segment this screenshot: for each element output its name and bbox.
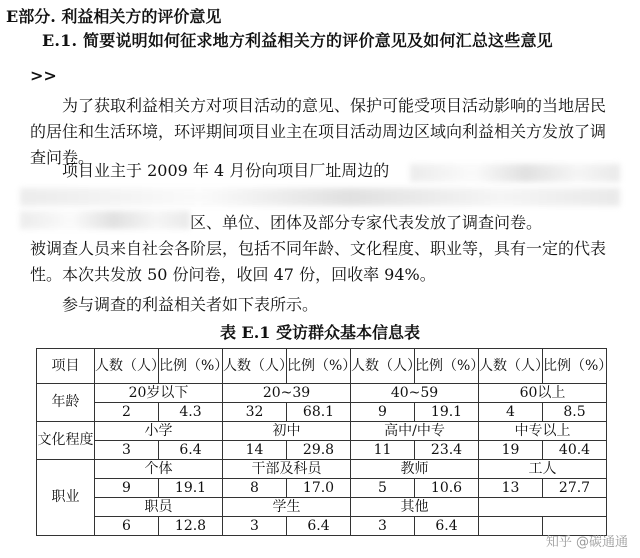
redaction-blur [410, 164, 620, 182]
cell-ratio: 6.4 [287, 517, 351, 536]
table-title: 表 E.1 受访群众基本信息表 [219, 323, 421, 342]
header-ratio: 比例（%） [415, 349, 479, 384]
table-row [37, 384, 607, 403]
group-label: 干部及科员 [223, 460, 351, 479]
cell-ratio: 6.4 [415, 517, 479, 536]
group-label: 学生 [223, 498, 351, 517]
cell-count: 14 [223, 441, 287, 460]
group-label: 中专以上 [479, 422, 607, 441]
cell-count: 9 [351, 403, 415, 422]
cell-count: 4 [479, 403, 543, 422]
group-label: 职员 [95, 498, 223, 517]
watermark: 知乎 @碳通通 [545, 535, 628, 550]
paragraph-intro: 为了获取利益相关方对项目活动的意见、保护可能受项目活动影响的当地居民的居住和生活环境，环评期间项目业主在项目活动周边区域向利益相关方发放了调查问卷。 [30, 96, 607, 167]
cell-count: 3 [351, 517, 415, 536]
table-header-row [37, 349, 607, 384]
row-label-occupation: 职业 [37, 460, 95, 536]
table-row [37, 403, 607, 422]
cell-ratio: 6.4 [159, 441, 223, 460]
subsection-title-continuation: >> [30, 66, 57, 85]
cell-count: 9 [95, 479, 159, 498]
row-label-age: 年龄 [37, 384, 95, 422]
cell-ratio: 17.0 [287, 479, 351, 498]
header-count: 人数（人） [351, 349, 415, 384]
header-count: 人数（人） [95, 349, 159, 384]
table-row [37, 422, 607, 441]
header-ratio: 比例（%） [543, 349, 607, 384]
cell-count: 8 [223, 479, 287, 498]
cell-ratio: 29.8 [287, 441, 351, 460]
header-ratio: 比例（%） [287, 349, 351, 384]
cell-count: 5 [351, 479, 415, 498]
cell-ratio: 19.1 [159, 479, 223, 498]
group-label: 个体 [95, 460, 223, 479]
table-row [37, 441, 607, 460]
paragraph-survey-line1: 项目业主于 2009 年 4 月份向项目厂址周边的 [62, 161, 390, 180]
cell-count: 11 [351, 441, 415, 460]
group-label: 其他 [351, 498, 479, 517]
cell-count: 6 [95, 517, 159, 536]
redaction-blur [20, 188, 620, 206]
group-label: 20~39 [223, 384, 351, 403]
cell-ratio: 68.1 [287, 403, 351, 422]
group-label [479, 498, 607, 517]
group-label: 40~59 [351, 384, 479, 403]
paragraph-survey-line3: 区、单位、团体及部分专家代表发放了调查问卷。 [190, 213, 543, 232]
cell-ratio: 4.3 [159, 403, 223, 422]
table-row [37, 517, 607, 536]
header-item: 项目 [37, 349, 95, 384]
table-row [37, 460, 607, 479]
cell-count: 13 [479, 479, 543, 498]
group-label: 20岁以下 [95, 384, 223, 403]
cell-count [479, 517, 543, 536]
table-row [37, 498, 607, 517]
redaction-blur [20, 211, 190, 229]
cell-ratio: 40.4 [543, 441, 607, 460]
cell-count: 2 [95, 403, 159, 422]
cell-ratio: 10.6 [415, 479, 479, 498]
cell-ratio: 27.7 [543, 479, 607, 498]
table-row [37, 479, 607, 498]
respondent-info-table [36, 348, 613, 536]
cell-ratio: 23.4 [415, 441, 479, 460]
cell-count: 3 [95, 441, 159, 460]
group-label: 初中 [223, 422, 351, 441]
row-label-education: 文化程度 [37, 422, 95, 460]
cell-ratio: 8.5 [543, 403, 607, 422]
paragraph-survey-rest: 被调查人员来自社会各阶层，包括不同年龄、文化程度、职业等，具有一定的代表性。本次共发放 50 份问卷，收回 47 份，回收率 94%。 [30, 239, 607, 284]
cell-ratio: 12.8 [159, 517, 223, 536]
cell-count: 3 [223, 517, 287, 536]
header-count: 人数（人） [479, 349, 543, 384]
group-label: 高中/中专 [351, 422, 479, 441]
cell-count: 32 [223, 403, 287, 422]
paragraph-table-intro: 参与调查的利益相关者如下表所示。 [62, 295, 319, 314]
group-label: 小学 [95, 422, 223, 441]
header-ratio: 比例（%） [159, 349, 223, 384]
section-title: E部分. 利益相关方的评价意见 [6, 7, 222, 26]
cell-ratio: 19.1 [415, 403, 479, 422]
group-label: 教师 [351, 460, 479, 479]
group-label: 工人 [479, 460, 607, 479]
header-count: 人数（人） [223, 349, 287, 384]
subsection-title: E.1. 简要说明如何征求地方利益相关方的评价意见及如何汇总这些意见 [42, 31, 553, 50]
group-label: 60以上 [479, 384, 607, 403]
cell-count: 19 [479, 441, 543, 460]
